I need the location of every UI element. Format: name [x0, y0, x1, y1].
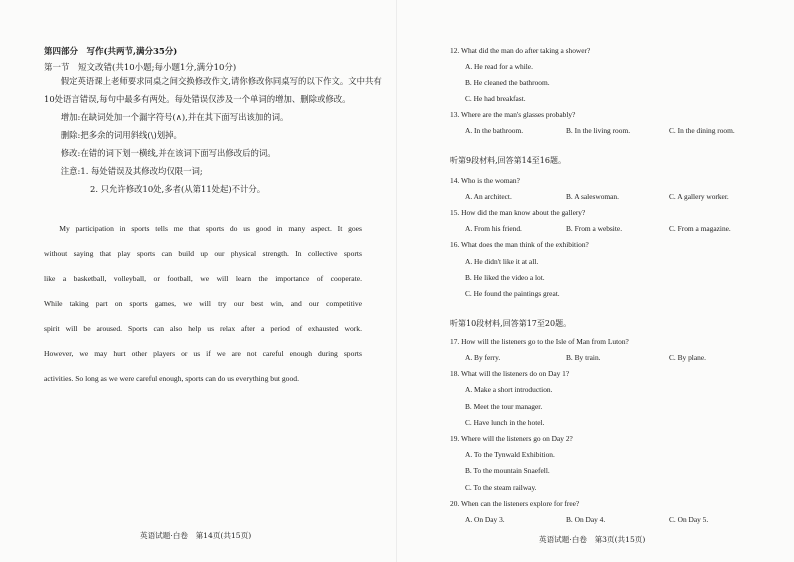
instructions-block [44, 72, 388, 198]
instruction-add: 增加:在缺词处加一个漏字符号(∧),并在其下面写出该加的词。 [60, 112, 289, 122]
right-footer: 英语试题·白卷 第3页(共15页) [539, 535, 646, 544]
essay-line: like a basketball, volleyball, or football, we will learn the importance of cooperate. [44, 274, 362, 283]
option: C. He found the paintings great. [465, 289, 560, 298]
section-title: 第四部分 写作(共两节,满分35分) [44, 47, 178, 57]
option: B. He liked the video a lot. [465, 273, 545, 282]
right-page [397, 0, 794, 562]
essay-line: activities. So long as we were careful enough, sports can do us everything but good. [44, 374, 299, 383]
question-17: 17. How will the listeners go to the Isle of Man from Luton? [450, 337, 629, 346]
question-20: 20. When can the listeners explore for free? [450, 499, 580, 508]
option: B. On Day 4. [566, 515, 606, 524]
question-15: 15. How did the man know about the gallery? [450, 208, 586, 217]
group-heading-10: 听第10段材料,回答第17至20题。 [450, 319, 572, 328]
instruction-modify: 修改:在错的词下划一横线,并在该词下面写出修改后的词。 [60, 148, 276, 158]
option: A. From his friend. [465, 224, 522, 233]
instruction-delete: 删除:把多余的词用斜线(\)划掉。 [60, 130, 182, 140]
essay-line: My participation in sports tells me that sports do us good in many aspect. It goes [59, 224, 362, 233]
question-12: 12. What did the man do after taking a shower? [450, 46, 591, 55]
question-18: 18. What will the listeners do on Day 1? [450, 369, 570, 378]
option: C. To the steam railway. [465, 483, 537, 492]
option: B. To the mountain Snaefell. [465, 466, 550, 475]
option: B. He cleaned the bathroom. [465, 78, 550, 87]
essay-line: without saying that play sports can build up our physical strength. In collective sports [44, 249, 362, 258]
essay-line: While taking part on sports games, we will try our best win, and our competitive [44, 299, 362, 308]
question-16: 16. What does the man think of the exhibition? [450, 240, 589, 249]
note-1: 注意:1. 每处错误及其修改均仅限一词; [60, 166, 203, 176]
option: C. He had breakfast. [465, 94, 526, 103]
option: C. In the dining room. [669, 126, 735, 135]
subsection-title: 第一节 短文改错(共10小题;每小题1分,满分10分) [44, 63, 237, 73]
option: A. Make a short introduction. [465, 385, 553, 394]
option: A. To the Tynwald Exhibition. [465, 450, 555, 459]
essay-line: spirit will be aroused. Sports can also help us relax after a period of exhausted work. [44, 324, 362, 333]
question-14: 14. Who is the woman? [450, 176, 520, 185]
essay-line: However, we may hurt other players or us if we are not careful enough during sports [44, 349, 362, 358]
option: A. By ferry. [465, 353, 501, 362]
option: B. Meet the tour manager. [465, 402, 543, 411]
essay-passage [44, 216, 362, 391]
option: C. From a magazine. [669, 224, 731, 233]
instruction-paragraph: 假定英语课上老师要求同桌之间交换修改作文,请你修改你同桌写的以下作文。文中共有10处语言错误,每句中最多有两处。每处错误仅涉及一个单词的增加、删除或修改。 [44, 76, 382, 104]
option: B. From a website. [566, 224, 623, 233]
option: A. In the bathroom. [465, 126, 524, 135]
option: B. By train. [566, 353, 601, 362]
option: A. He read for a while. [465, 62, 533, 71]
note-2: 2. 只允许修改10处,多者(从第11处起)不计分。 [90, 184, 266, 194]
option: C. A gallery worker. [669, 192, 729, 201]
option: A. An architect. [465, 192, 512, 201]
option: C. Have lunch in the hotel. [465, 418, 545, 427]
option: A. On Day 3. [465, 515, 505, 524]
question-19: 19. Where will the listeners go on Day 2? [450, 434, 573, 443]
option: C. By plane. [669, 353, 706, 362]
option: B. A saleswoman. [566, 192, 619, 201]
option: C. On Day 5. [669, 515, 709, 524]
group-heading-9: 听第9段材料,回答第14至16题。 [450, 156, 566, 165]
option: B. In the living room. [566, 126, 631, 135]
left-footer: 英语试题·白卷 第14页(共15页) [140, 531, 252, 540]
option: A. He didn't like it at all. [465, 257, 539, 266]
question-13: 13. Where are the man's glasses probably? [450, 110, 576, 119]
